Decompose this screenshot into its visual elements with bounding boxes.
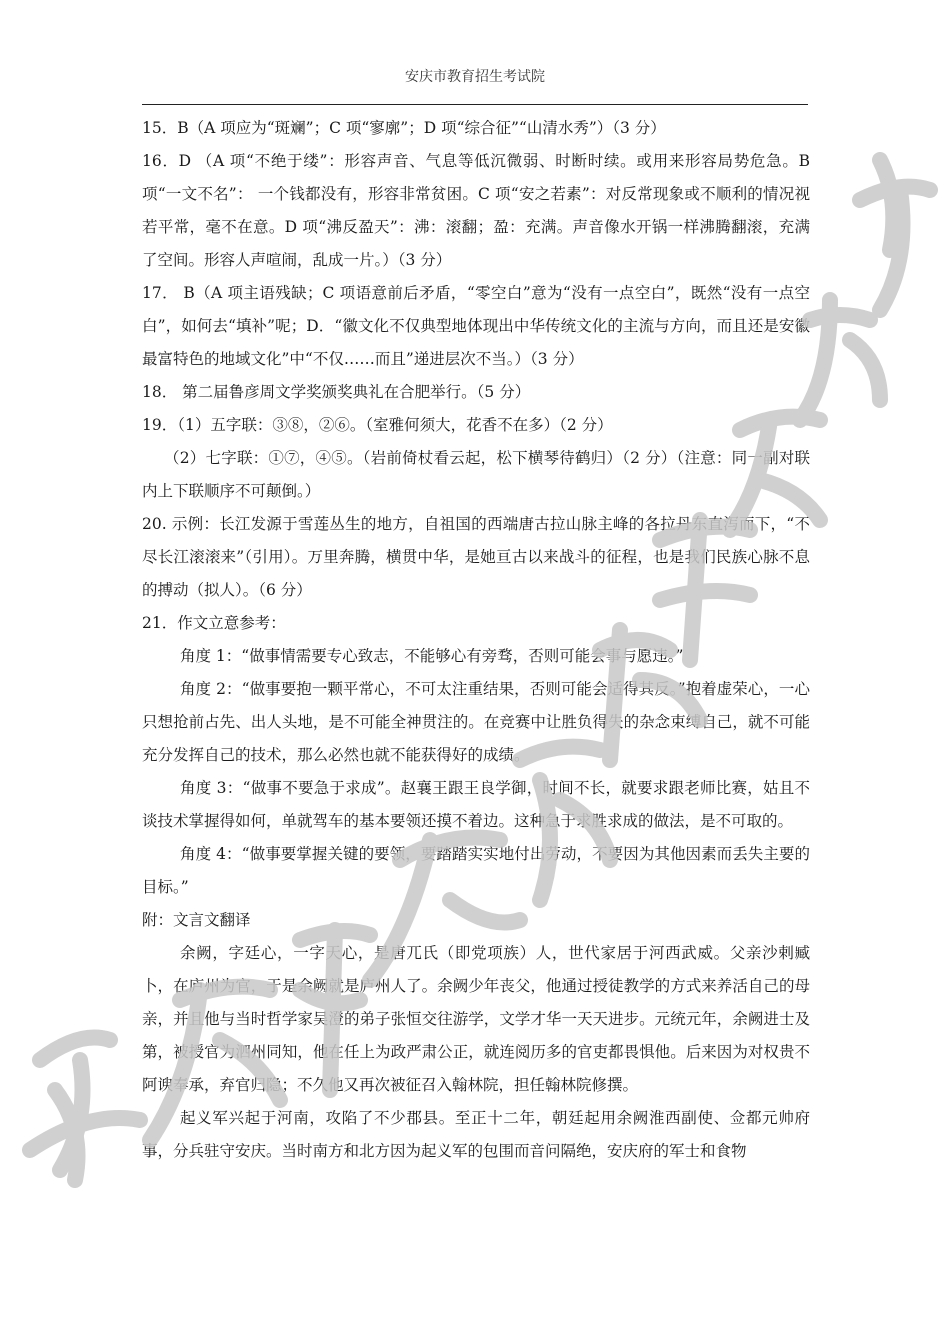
answer-20: 20. 示例：长江发源于雪莲丛生的地方，自祖国的西端唐古拉山脉主峰的各拉丹东直泻而下，“不尽长江滚滚来”（引用）。万里奔腾，横贯中华，是她亘古以来战斗的征程，也是我们民族心脉不息的搏动（拟人）。（6 分） bbox=[142, 515, 810, 599]
answer-16: 16．D （A 项“不绝于缕”：形容声音、气息等低沉微弱、时断时续。或用来形容局势危急。B 项“一文不名”： 一个钱都没有，形容非常贫困。C 项“安之若素”：对反常现象或不顺利的情况视若平常，毫不在意。D 项“沸反盈天”：沸：滚翻；盈：充满。声音像水开锅一样沸腾翻滚，充满了空间。形容人声喧闹，乱成一片。）（3 分） bbox=[142, 152, 810, 269]
translation-paragraph-2: 起义军兴起于河南，攻陷了不少郡县。至正十二年，朝廷起用余阙淮西副使、佥都元帅府事，分兵驻守安庆。当时南方和北方因为起义军的包围而音问隔绝，安庆府的军士和食物 bbox=[142, 1109, 810, 1160]
essay-angle-1: 角度 1：“做事情需要专心致志，不能够心有旁骛，否则可能会事与愿违。” bbox=[180, 647, 684, 665]
essay-angle-2: 角度 2：“做事要抱一颗平常心，不可太注重结果，否则可能会适得其反。”抱着虚荣心，一心只想抢前占先、出人头地，是不可能全神贯注的。在竞赛中让胜负得失的杂念束缚自己，就不可能充分发挥自己的技术，那么必然也就不能获得好的成绩。 bbox=[142, 680, 810, 764]
answer-17: 17． B（A 项主语残缺；C 项语意前后矛盾，“零空白”意为“没有一点空白”，既然“没有一点空白”，如何去“填补”呢；D．“徽文化不仅典型地体现出中华传统文化的主流与方向，而且还是安徽最富特色的地域文化”中“不仅……而且”递进层次不当。）（3 分） bbox=[142, 284, 810, 368]
document-body bbox=[142, 112, 810, 1168]
page-header: 安庆市教育招生考试院 bbox=[405, 69, 545, 85]
essay-angle-3: 角度 3：“做事不要急于求成”。赵襄王跟王良学御，时间不长，就要求跟老师比赛，姑且不谈技术掌握得如何，单就驾车的基本要领还摸不着边。这种急于求胜求成的做法，是不可取的。 bbox=[142, 779, 810, 830]
appendix-heading: 附：文言文翻译 bbox=[142, 911, 251, 929]
translation-paragraph-1: 余阙，字廷心，一字天心，是唐兀氏（即党项族）人，世代家居于河西武威。父亲沙剌臧卜，在庐州为官，于是余阙就是庐州人了。余阙少年丧父，他通过授徒教学的方式来养活自己的母亲，并且他与当时哲学家吴澄的弟子张恒交往游学，文学才华一天天进步。元统元年，余阙进士及第，被授官为泗州同知，他在任上为政严肃公正，就连阅历多的官吏都畏惧他。后来因为对权贵不阿谀奉承，弃官归隐；不久他又再次被征召入翰林院，担任翰林院修撰。 bbox=[142, 944, 810, 1094]
essay-angle-4: 角度 4：“做事要掌握关键的要领，要踏踏实实地付出劳动，不要因为其他因素而丢失主要的目标。” bbox=[142, 845, 810, 896]
answer-15: 15．B（A 项应为“斑斓”；C 项“寥廓”；D 项“综合征”“山清水秀”）（3 分） bbox=[142, 119, 666, 137]
answer-21-heading: 21．作文立意参考： bbox=[142, 614, 286, 632]
answer-18: 18． 第二届鲁彦周文学奖颁奖典礼在合肥举行。（5 分） bbox=[142, 383, 531, 401]
answer-19-2: （2）七字联：①⑦，④⑤。（岩前倚杖看云起，松下横琴待鹤归）（2 分）（注意：同一副对联内上下联顺序不可颠倒。） bbox=[142, 449, 810, 500]
answer-19-1: 19．（1）五字联：③⑧，②⑥。（室雅何须大，花香不在多）（2 分） bbox=[142, 416, 613, 434]
header-divider bbox=[142, 104, 808, 105]
